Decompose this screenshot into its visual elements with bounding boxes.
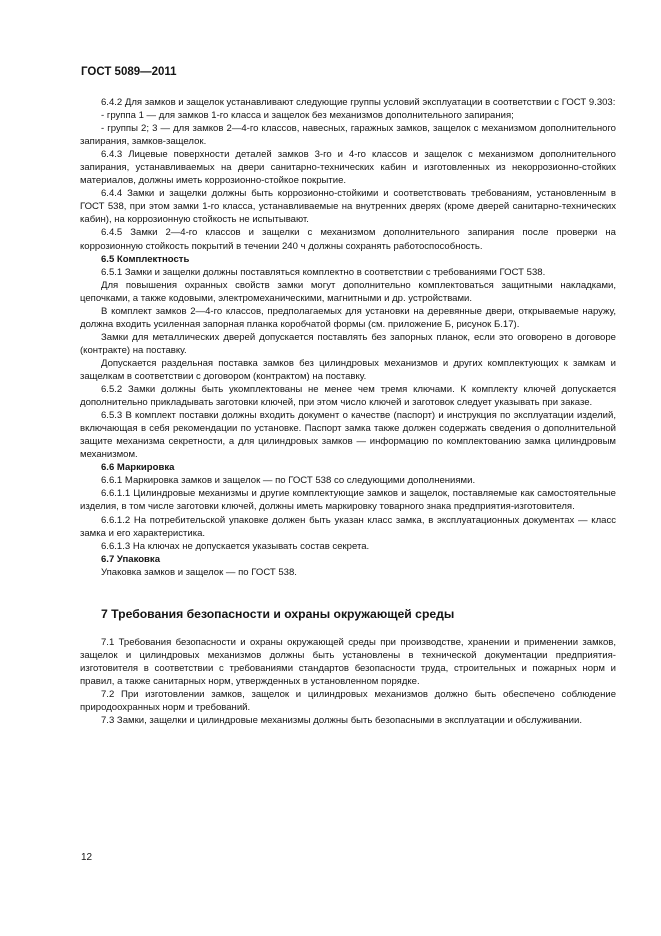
list-item: - группа 1 — для замков 1-го класса и защелок без механизмов дополнительного запирания; [101,110,514,122]
paragraph: 6.4.5 Замки 2—4-го классов и защелки с механизмом дополнительного запирания после проверки на коррозионную стойкость покрытий в течении 240 ч должны сохранять работоспособность. [80,227,616,252]
section-heading: 6.6 Маркировка [101,462,175,474]
paragraph: 6.4.4 Замки и защелки должны быть коррозионно-стойкими и соответствовать требованиям, установленным в ГОСТ 538, при этом замки 1-го класса, устанавливаемые на внутренних дверях (кроме дверей санитарно-технических кабин), на коррозионную стойкость не испытывают. [80,188,616,226]
paragraph: 6.5.1 Замки и защелки должны поставляться комплектно в соответствии с требованиями ГОСТ 538. [101,266,546,278]
paragraph: 6.4.2 Для замков и защелок устанавливают следующие группы условий эксплуатации в соответствии с ГОСТ 9.303: [101,97,616,108]
document-header: ГОСТ 5089—2011 [81,66,177,78]
section-heading: 6.5 Комплектность [101,253,190,265]
chapter-heading: 7 Требования безопасности и охраны окружающей среды [101,606,455,621]
paragraph: 6.6.1.1 Цилиндровые механизмы и другие комплектующие замков и защелок, поставляемые как самостоятельные изделия, в том числе заготовки ключей, должны иметь маркировку товарного знака предприятия-изготовителя. [80,488,616,513]
paragraph: 6.5.3 В комплект поставки должны входить документ о качестве (паспорт) и инструкция по эксплуатации изделий, включающая в себя рекомендации по установке. Паспорт замка также должен содержать сведения о дополнительной защите механизма секретности, а для цилиндровых замков — информацию по комплектованию замка цилиндровым механизмом. [80,410,616,461]
paragraph: 6.6.1.3 На ключах не допускается указывать состав секрета. [101,540,370,552]
paragraph: 7.3 Замки, защелки и цилиндровые механизмы должны быть безопасными в эксплуатации и обслуживании. [101,715,582,727]
paragraph: Для повышения охранных свойств замки могут дополнительно комплектоваться защитными накладками, цепочками, а также кодовыми, электромеханическими, магнитными и др. устройствами. [80,279,616,304]
paragraph: 7.2 При изготовлении замков, защелок и цилиндровых механизмов должно быть обеспечено соблюдение природоохранных норм и требований. [80,688,616,713]
paragraph: 6.5.2 Замки должны быть укомплектованы не менее чем тремя ключами. К комплекту ключей допускается дополнительно прикладывать заготовки ключей, при этом число ключей и заготовок следует указывать при заказе. [80,384,616,409]
paragraph: 6.6.1.2 На потребительской упаковке должен быть указан класс замка, в эксплуатационных документах — класс замка и его характеристика. [80,514,616,539]
list-item: - группы 2; 3 — для замков 2—4-го классов, навесных, гаражных замков, защелок с механизмом дополнительного запирания, замков-защелок. [80,123,616,148]
page-body [80,96,616,727]
paragraph: Замки для металлических дверей допускается поставлять без запорных планок, если это оговорено в договоре (контракте) на поставку. [80,331,616,356]
paragraph: Допускается раздельная поставка замков без цилиндровых механизмов и других комплектующих к замкам и защелкам в соответствии с договором (контрактом) на поставку. [80,357,616,382]
paragraph: Упаковка замков и защелок — по ГОСТ 538. [101,566,297,578]
page-number: 12 [81,852,93,863]
paragraph: 7.1 Требования безопасности и охраны окружающей среды при производстве, хранении и применении замков, защелок и цилиндровых механизмов должны быть установлены в технической документации предприятия-изготовителя в соответствии с требованиями стандартов безопасности труда, строительных и пожарных норм и правил, а также санитарных норм, утвержденных в установленном порядке. [80,636,616,687]
section-heading: 6.7 Упаковка [101,553,161,565]
paragraph: В комплект замков 2—4-го классов, предполагаемых для установки на деревянные двери, открываемые наружу, должна входить усиленная запорная планка коробчатой формы (см. приложение Б, рисунок Б.17). [80,305,616,330]
paragraph: 6.6.1 Маркировка замков и защелок — по ГОСТ 538 со следующими дополнениями. [101,475,476,487]
paragraph: 6.4.3 Лицевые поверхности деталей замков 3-го и 4-го классов и защелок с механизмом дополнительного запирания, устанавливаемых на двери санитарно-технических кабин и изготовленных из некоррозионно-стойких материалов, должны иметь коррозионно-стойкое покрытие. [80,149,616,187]
